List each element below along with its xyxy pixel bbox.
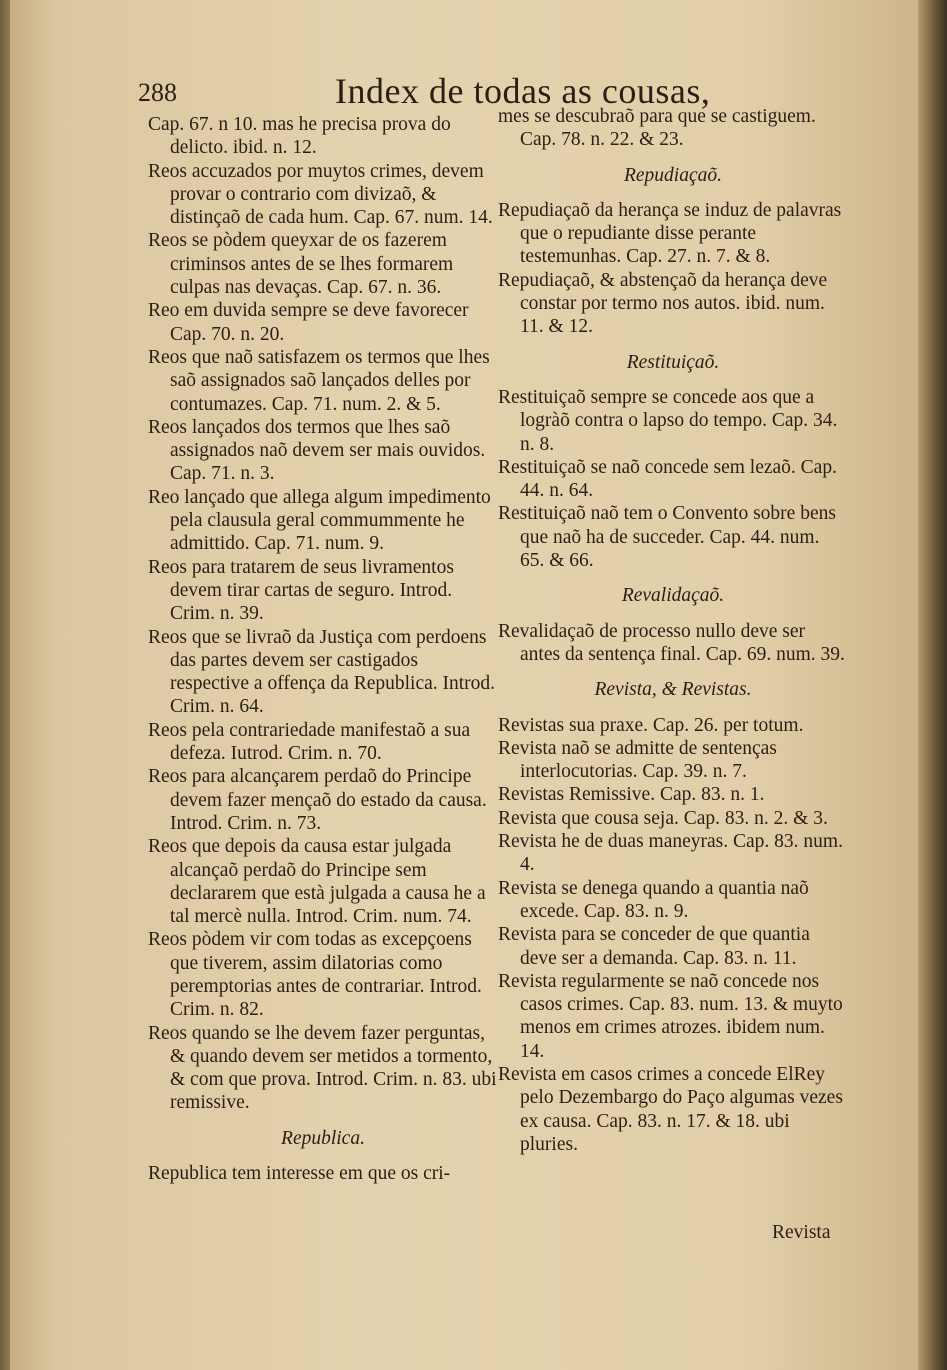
section-heading: Restituiçaõ. (626, 351, 720, 373)
page-edge-shadow (918, 0, 947, 1370)
index-entry: Reos que naõ satisfazem os termos que lhes saõ assignados saõ lançados delles por contumazes. Cap. 71. num. 2. & 5. (148, 346, 490, 415)
index-entry: Revistas sua praxe. Cap. 26. per totum. (498, 714, 804, 736)
index-entry: Reos para tratarem de seus livramentos devem tirar cartas de seguro. Introd. Crim. n. 39. (148, 556, 454, 625)
index-entry: mes se descubraõ para que se castiguem. Cap. 78. n. 22. & 23. (498, 106, 816, 151)
page-number: 288 (138, 78, 177, 107)
section-heading: Repudiaçaõ. (623, 164, 722, 186)
index-entry: Cap. 67. n 10. mas he precisa prova do delicto. ibid. n. 12. (148, 114, 451, 159)
index-entry: Repudiaçaõ, & abstençaõ da herança deve constar por termo nos autos. ibid. num. 11. & 12. (498, 269, 828, 338)
section-heading: Revalidaçaõ. (621, 585, 725, 607)
index-entry: Reo em duvida sempre se deve favorecer Cap. 70. n. 20. (148, 300, 469, 345)
section-heading: Revista, & Revistas. (594, 679, 752, 701)
index-entry: Revista para se conceder de que quantia deve ser a demanda. Cap. 83. n. 11. (498, 924, 810, 969)
index-entry: Reos lançados dos termos que lhes saõ assignados naõ devem ser mais ouvidos. Cap. 71. n. 3. (148, 416, 486, 485)
index-entry: Revista he de duas maneyras. Cap. 83. num. 4. (498, 831, 843, 876)
index-entry: Revista regularmente se naõ concede nos casos crimes. Cap. 83. num. 13. & muyto menos em crimes atrozes. ibidem num. 14. (498, 970, 843, 1062)
index-entry: Repudiaçaõ da herança se induz de palavras que o repudiante disse perante testemunhas. Cap. 27. n. 7. & 8. (498, 199, 842, 268)
right-column (498, 105, 848, 1156)
index-entry: Revalidaçaõ de processo nullo deve ser antes da sentença final. Cap. 69. num. 39. (498, 620, 845, 665)
catchword: Revista (772, 1222, 831, 1243)
index-entry: Reos pòdem vir com todas as excepçoens que tiverem, assim dilatorias como peremptorias antes de contrariar. Introd. Crim. n. 82. (148, 929, 482, 1021)
index-entry: Reo lançado que allega algum impedimento pela clausula geral commummente he admittido. Cap. 71. num. 9. (148, 486, 491, 555)
index-entry: Revista se denega quando a quantia naõ excede. Cap. 83. n. 9. (498, 877, 809, 922)
index-entry: Reos que depois da causa estar julgada alcançaõ perdaõ do Principe sem declararem que està julgada a causa he a tal mercè nulla. Introd. Crim. num. 74. (148, 836, 486, 928)
index-entry: Reos accuzados por muytos crimes, devem provar o contrario com divizaõ, & distinçaõ de cada hum. Cap. 67. num. 14. (148, 160, 493, 229)
left-column (148, 113, 498, 1185)
index-entry: Reos se pòdem queyxar de os fazerem criminsos antes de se lhes formarem culpas nas devaças. Cap. 67. n. 36. (148, 230, 454, 299)
index-entry: Reos para alcançarem perdaõ do Principe devem fazer mençaõ do estado da causa. Introd. Crim. n. 73. (148, 766, 487, 834)
index-entry: Reos que se livraõ da Justiça com perdoens das partes devem ser castigados respective a offença da Republica. Introd. Crim. n. 64. (148, 626, 496, 718)
section-heading: Republica. (281, 1127, 365, 1149)
index-entry: Restituiçaõ se naõ concede sem lezaõ. Cap. 44. n. 64. (498, 456, 837, 502)
index-entry: Reos quando se lhe devem fazer perguntas, & quando devem ser metidos a tormento, & com que prova. Introd. Crim. n. 83. ubi remissive. (148, 1022, 497, 1114)
index-entry: Revista em casos crimes a concede ElRey pelo Dezembargo do Paço algumas vezes ex causa. Cap. 83. n. 17. & 18. ubi pluries. (498, 1063, 843, 1155)
index-entry: Restituiçaõ sempre se concede aos que a logràõ contra o lapso do tempo. Cap. 34. n. 8. (498, 386, 838, 455)
index-entry: Revistas Remissive. Cap. 83. n. 1. (498, 784, 765, 806)
index-entry: Restituiçaõ naõ tem o Convento sobre bens que naõ ha de succeder. Cap. 44. num. 65. & 66. (498, 503, 836, 572)
index-entry: Revista naõ se admitte de sentenças interlocutorias. Cap. 39. n. 7. (498, 737, 777, 783)
index-entry: Reos pela contrariedade manifestaõ a sua defeza. Iutrod. Crim. n. 70. (148, 719, 471, 765)
index-entry: Republica tem interesse em que os cri- (148, 1163, 451, 1185)
index-entry: Revista que cousa seja. Cap. 83. n. 2. & 3. (498, 807, 828, 829)
running-head: Index de todas as cousas, (335, 71, 711, 111)
